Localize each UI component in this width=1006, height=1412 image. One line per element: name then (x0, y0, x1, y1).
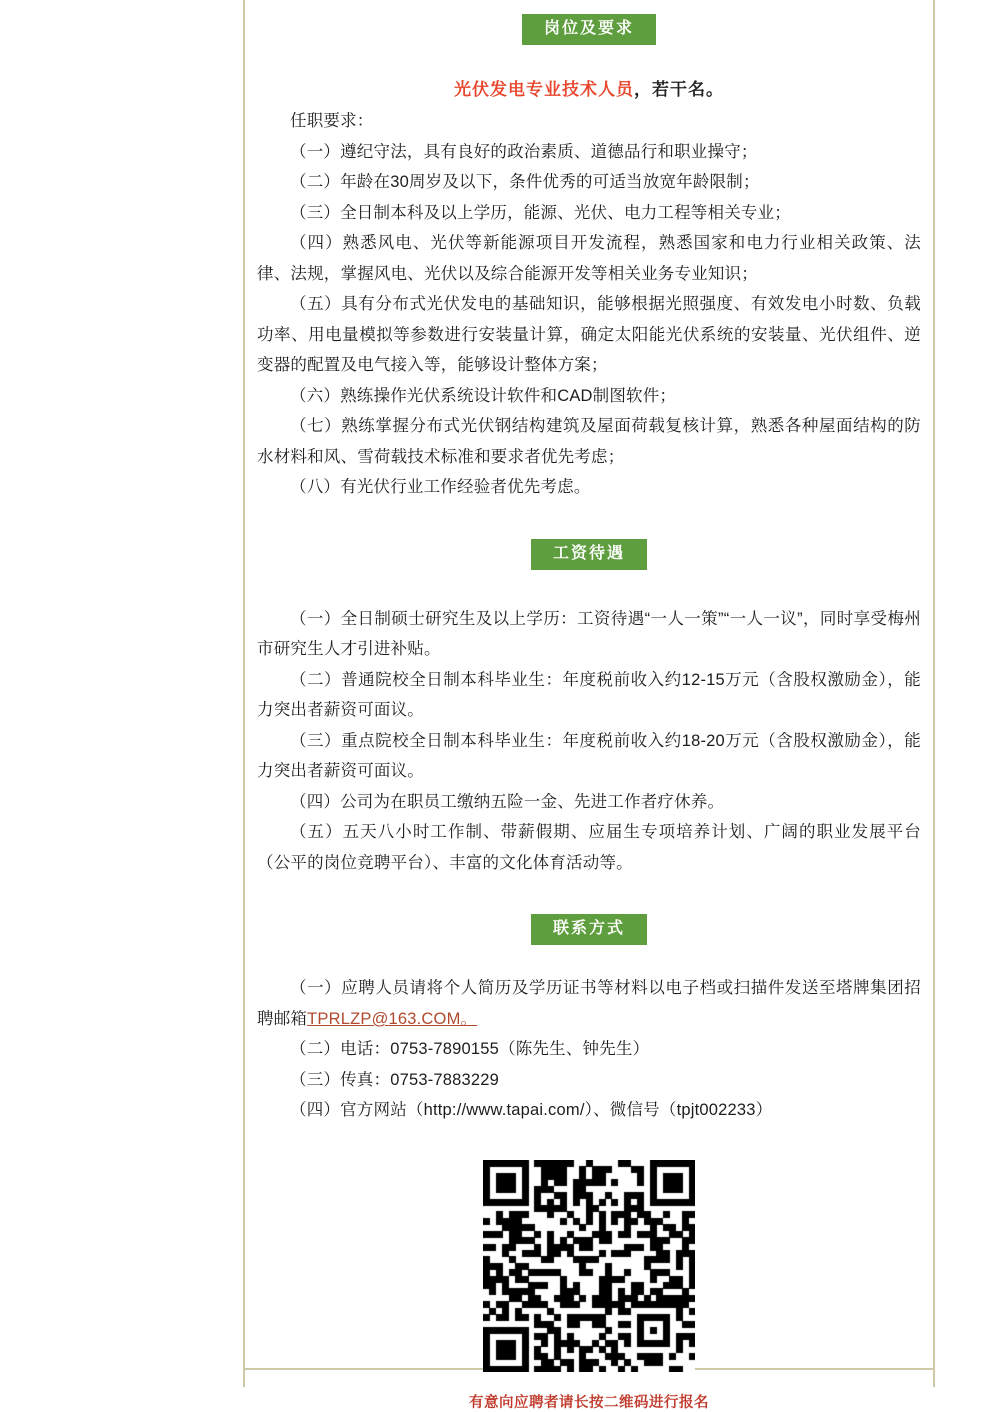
section-heading-jobs: 岗位及要求 (522, 14, 656, 45)
qr-code-wrap (257, 1160, 921, 1412)
section-heading-wrap-pay (257, 503, 921, 570)
section-heading-contact: 联系方式 (531, 914, 647, 945)
frame-right-border (933, 0, 935, 1387)
requirements-intro: 任职要求： (290, 112, 374, 130)
contact-block (257, 973, 921, 1126)
pay-item-3: （三）重点院校全日制本科毕业生：年度税前收入约18-20万元（含股权激励金），能力突出者薪资可面议。 (257, 731, 921, 781)
pay-block (257, 604, 921, 879)
requirement-item-1: （一）遵纪守法，具有良好的政治素质、道德品行和职业操守； (290, 142, 758, 161)
contact-item-3: （三）传真：0753-7883229 (290, 1070, 500, 1089)
qr-code-image[interactable] (483, 1160, 695, 1372)
requirement-item-5: （五）具有分布式光伏发电的基础知识，能够根据光照强度、有效发电小时数、负载功率、用电量模拟等参数进行安装量计算，确定太阳能光伏系统的安装量、光伏组件、逆变器的配置及电气接入等，能够设计整体方案； (257, 295, 921, 375)
requirement-item-6: （六）熟练操作光伏系统设计软件和CAD制图软件； (290, 386, 677, 405)
requirement-item-7: （七）熟练掌握分布式光伏钢结构建筑及屋面荷载复核计算，熟悉各种屋面结构的防水材料和风、雪荷载技术标准和要求者优先考虑； (257, 417, 921, 466)
section-heading-wrap-jobs (257, 0, 921, 45)
pay-item-5: （五）五天八小时工作制、带薪假期、应届生专项培养计划、广阔的职业发展平台（公平的岗位竞聘平台）、丰富的文化体育活动等。 (257, 823, 921, 872)
job-title-rest: ，若干名。 (634, 80, 724, 99)
section-heading-pay: 工资待遇 (531, 539, 647, 570)
contact-intro-text: （一）应聘人员请将个人简历及学历证书等材料以电子档或扫描件发送至塔牌集团招聘邮箱 (257, 979, 921, 1028)
requirement-item-3: （三）全日制本科及以上学历，能源、光伏、电力工程等相关专业； (290, 203, 791, 222)
requirement-item-8: （八）有光伏行业工作经验者优先考虑。 (290, 478, 591, 497)
contact-item-2: （二）电话：0753-7890155（陈先生、钟先生） (290, 1040, 650, 1059)
recruitment-email-link[interactable]: TPRLZP@163.COM。 (307, 1009, 478, 1028)
job-title (257, 75, 921, 100)
job-title-highlight: 光伏发电专业技术人员 (454, 80, 634, 99)
pay-item-2: （二）普通院校全日制本科毕业生：年度税前收入约12-15万元（含股权激励金），能力突出者薪资可面议。 (257, 670, 921, 720)
contact-item-4: （四）官方网站（http://www.tapai.com/）、微信号（tpjt002233） (290, 1101, 773, 1120)
pay-item-1: （一）全日制硕士研究生及以上学历：工资待遇“一人一策”“一人一议”，同时享受梅州市研究生人才引进补贴。 (257, 609, 921, 659)
section-heading-wrap-contact (257, 878, 921, 945)
contact-item-1 (257, 973, 921, 1034)
requirement-item-4: （四）熟悉风电、光伏等新能源项目开发流程，熟悉国家和电力行业相关政策、法律、法规，掌握风电、光伏以及综合能源开发等相关业务专业知识； (257, 234, 921, 283)
qr-code-caption: 有意向应聘者请长按二维码进行报名 (469, 1394, 709, 1411)
article-content (245, 0, 933, 1411)
requirement-item-2: （二）年龄在30周岁及以下，条件优秀的可适当放宽年龄限制； (290, 173, 760, 192)
pay-item-4: （四）公司为在职员工缴纳五险一金、先进工作者疗休养。 (290, 792, 725, 811)
